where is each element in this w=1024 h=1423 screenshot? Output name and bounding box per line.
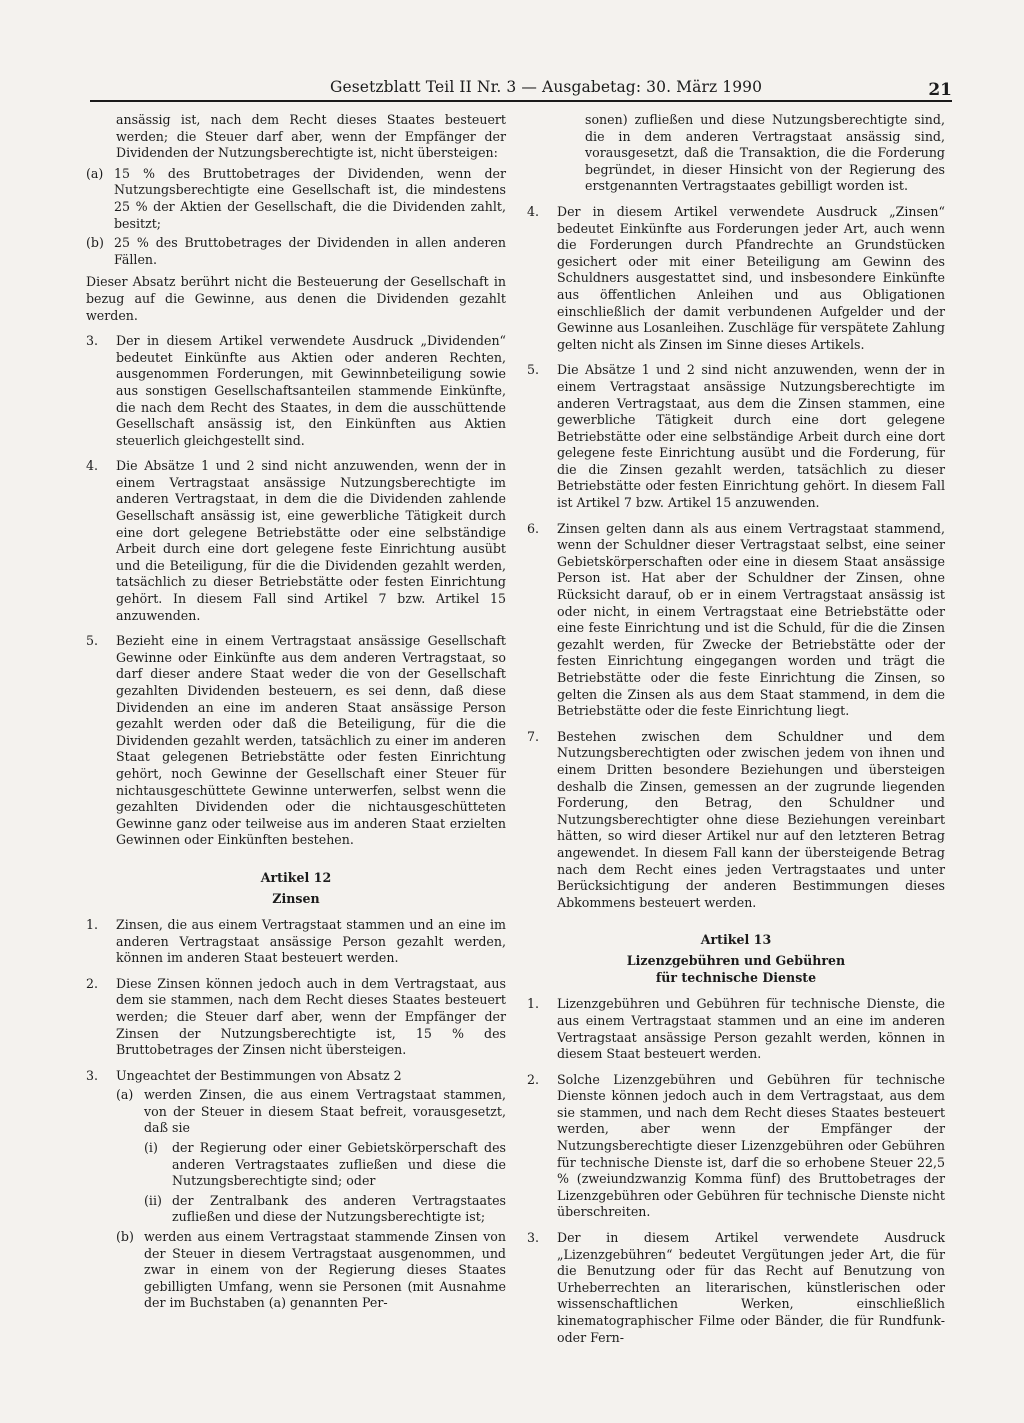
- clause-a-label: (a): [86, 165, 104, 181]
- paragraph-3-number: 3.: [86, 333, 99, 349]
- paragraph-3: [86, 333, 506, 449]
- paragraph-4: [86, 458, 506, 624]
- header-rule: [90, 100, 952, 102]
- continuation-paragraph: sonen) zufließen und diese Nutzungsberechtigte sind, die in dem anderen Vertragstaat ansässig sind, vorausgesetzt, daß die Transaktion, die die Forderung begründet, in dieser Hinsicht von der Regierung des erstgenannten Vertragstaates gebilligt worden ist.: [585, 112, 945, 194]
- zinsen-3a-label: (a): [116, 1087, 134, 1103]
- clause-a-text: 15 % des Bruttobetrages der Dividenden, wenn der Nutzungsberechtigte eine Gesellschaft ist, die mindestens 25 % der Aktien der Gesellschaft, die die Dividenden zahlt, besitzt;: [114, 165, 506, 231]
- lizenz-paragraph-3-text: Der in diesem Artikel verwendete Ausdruck „Lizenzgebühren“ bedeutet Vergütungen jeder Art, die für die Benutzung oder für das Recht auf Benutzung von Urheberrechten an literarischen, künstlerischen oder wissenschaftlichen Werken, einschließlich kinematographischer Filme oder Bänder, die für Rundfunk- oder Fern-: [557, 1230, 945, 1345]
- lizenz-paragraph-1: [527, 996, 945, 1062]
- zinsen-paragraph-5-number: 5.: [527, 362, 540, 378]
- zinsen-paragraph-4-text: Der in diesem Artikel verwendete Ausdruck „Zinsen“ bedeutet Einkünfte aus Forderungen jeder Art, auch wenn die Forderungen durch Pfandrechte an Grundstücken gesichert oder mit einer Beteiligung am Gewinn des Schuldners ausgestattet sind, und insbesondere Einkünfte aus öffentlichen Anleihen und aus Obligationen einschließlich der damit verbundenen Aufgelder und der Gewinne aus Losanleihen. Zuschläge für verspätete Zahlung gelten nicht als Zinsen im Sinne dieses Artikels.: [557, 203, 945, 352]
- paragraph-3-text: Der in diesem Artikel verwendete Ausdruck „Dividenden“ bedeutet Einkünfte aus Aktien oder anderen Rechten, ausgenommen Forderungen, mit Gewinnbeteiligung sowie aus sonstigen Gesellschaftsanteilen stammende Einkünfte, die nach dem Recht des Staates, in dem die ausschüttende Gesellschaft ansässig ist, den Einkünften aus Aktien steuerlich gleichgestellt sind.: [116, 333, 506, 448]
- zinsen-paragraph-1: [86, 917, 506, 967]
- paragraph-4-number: 4.: [86, 458, 99, 474]
- lizenz-paragraph-2-text: Solche Lizenzgebühren und Gebühren für technische Dienste können jedoch auch in dem Vertragstaat, aus dem sie stammen, und nach dem Recht dieses Staates besteuert werden, aber wenn der Empfänger der Nutzungsberechtigte dieser Lizenzgebühren oder Gebühren für technische Dienste ist, darf die so erhobene Steuer 22,5 % (zweiundzwanzig Komma fünf) des Bruttobetrages der Lizenzgebühren oder Gebühren für technische Dienste nicht überschreiten.: [557, 1071, 945, 1220]
- zinsen-3a-ii-label: (ii): [144, 1192, 162, 1208]
- zinsen-paragraph-3-number: 3.: [86, 1067, 99, 1083]
- article-13-subtitle-line-2: für technische Dienste: [655, 970, 817, 986]
- header-title: Gesetzblatt Teil II Nr. 3 — Ausgabetag: 30. März 1990: [330, 78, 763, 96]
- clause-b-label: (b): [86, 235, 104, 251]
- lizenz-paragraph-2: [527, 1072, 945, 1221]
- intro-paragraph: ansässig ist, nach dem Recht dieses Staates besteuert werden; die Steuer darf aber, wenn der Empfänger der Dividenden der Nutzungsberechtigte ist, nicht übersteigen:: [116, 112, 506, 161]
- zinsen-paragraph-1-text: Zinsen, die aus einem Vertragstaat stammen und an eine im anderen Vertragstaat ansässige Person gezahlt werden, können im anderen Staat besteuert werden.: [116, 916, 506, 966]
- page-number: 21: [928, 80, 952, 100]
- zinsen-paragraph-3: [86, 1068, 506, 1312]
- zinsen-paragraph-6: [527, 521, 945, 720]
- paragraph-4-text: Die Absätze 1 und 2 sind nicht anzuwenden, wenn der in einem Vertragstaat ansässige Nutzungsberechtigte im anderen Vertragstaat, in dem die die Dividenden zahlende Gesellschaft ansässig ist, eine gewerbliche Tätigkeit durch eine dort gelegene Betriebstätte oder eine selbständige Arbeit durch eine dort gelegene feste Einrichtung ausübt und die Beteiligung, für die die Dividenden gezahlt werden, tatsächlich zu dieser Betriebstätte oder festen Einrichtung gehört. In diesem Fall sind Artikel 7 bzw. Artikel 15 anzuwenden.: [116, 458, 506, 623]
- zinsen-3a: [116, 1087, 506, 1226]
- zinsen-paragraph-2-number: 2.: [86, 975, 99, 991]
- zinsen-3a-ii-text: der Zentralbank des anderen Vertragstaates zufließen und diese der Nutzungsberechtigte ist;: [172, 1192, 506, 1225]
- zinsen-3b-text: werden aus einem Vertragstaat stammende Zinsen von der Steuer in diesem Vertragstaat ausgenommen, und zwar in einem von der Regierung dieses Staates gebilligten Umfang, wenn sie Personen (mit Ausnahme der im Buchstaben (a) genannten Per-: [144, 1229, 506, 1311]
- article-13-title: Artikel 13: [700, 932, 772, 948]
- zinsen-paragraph-1-number: 1.: [86, 916, 99, 932]
- zinsen-paragraph-4: [527, 204, 945, 353]
- zinsen-paragraph-7: [527, 729, 945, 912]
- right-column: [527, 112, 945, 1346]
- paragraph-5-text: Bezieht eine in einem Vertragstaat ansässige Gesellschaft Gewinne oder Einkünfte aus dem anderen Vertragstaat, so darf dieser andere Staat weder die von der Gesellschaft gezahlten Dividenden besteuern, es sei denn, daß diese Dividenden an eine im anderen Staat ansässige Person gezahlt werden oder daß die Beteiligung, für die die Dividenden gezahlt werden, tatsächlich zu einer im anderen Staat gelegenen Betriebstätte oder festen Einrichtung gehört, noch Gewinne der Gesellschaft einer Steuer für nichtausgeschüttete Gewinne unterwerfen, selbst wenn die gezahlten Dividenden oder die nichtausgeschütteten Gewinne ganz oder teilweise aus im anderen Staat erzielten Gewinnen oder Einkünften bestehen.: [116, 633, 506, 848]
- zinsen-3a-i-label: (i): [144, 1140, 158, 1156]
- zinsen-paragraph-2-text: Diese Zinsen können jedoch auch in dem Vertragstaat, aus dem sie stammen, nach dem Recht dieses Staates besteuert werden; die Steuer darf aber, wenn der Empfänger der Zinsen der Nutzungsberechtigte ist, 15 % des Bruttobetrages der Zinsen nicht übersteigen.: [116, 975, 506, 1058]
- absatz-note: Dieser Absatz berührt nicht die Besteuerung der Gesellschaft in bezug auf die Gewinne, aus denen die Dividenden gezahlt werden.: [86, 274, 506, 323]
- paragraph-5: [86, 633, 506, 849]
- zinsen-3b: [116, 1229, 506, 1312]
- clause-a: [86, 166, 506, 232]
- zinsen-paragraph-5-text: Die Absätze 1 und 2 sind nicht anzuwenden, wenn der in einem Vertragstaat ansässige Nutzungsberechtigte im anderen Vertragstaat, aus dem die Zinsen stammen, eine gewerbliche Tätigkeit durch eine dort gelegene Betriebstätte oder eine selbständige Arbeit durch eine dort gelegene feste Einrichtung ausübt und die Forderung, für die die Zinsen gezahlt werden, tatsächlich zu dieser Betriebstätte oder festen Einrichtung gehört. In diesem Fall ist Artikel 7 bzw. Artikel 15 anzuwenden.: [557, 362, 945, 511]
- article-12-title: Artikel 12: [260, 869, 332, 885]
- lizenz-paragraph-1-text: Lizenzgebühren und Gebühren für technische Dienste, die aus einem Vertragstaat stammen und an eine im anderen Vertragstaat ansässige Person gezahlt werden, können in diesem Staat besteuert werden.: [557, 996, 945, 1062]
- clause-b-text: 25 % des Bruttobetrages der Dividenden in allen anderen Fällen.: [114, 235, 506, 267]
- zinsen-paragraph-7-number: 7.: [527, 728, 540, 744]
- page-header: [90, 78, 952, 100]
- zinsen-3b-label: (b): [116, 1229, 134, 1245]
- lizenz-paragraph-3-number: 3.: [527, 1230, 540, 1246]
- zinsen-paragraph-4-number: 4.: [527, 203, 540, 219]
- zinsen-paragraph-3-text: Ungeachtet der Bestimmungen von Absatz 2: [116, 1067, 402, 1083]
- zinsen-3a-i: [144, 1140, 506, 1190]
- zinsen-paragraph-5: [527, 362, 945, 511]
- zinsen-paragraph-6-number: 6.: [527, 520, 540, 536]
- zinsen-paragraph-7-text: Bestehen zwischen dem Schuldner und dem Nutzungsberechtigten oder zwischen jedem von ihnen und einem Dritten besondere Beziehungen und übersteigen deshalb die Zinsen, gemessen an der zugrunde liegenden Forderung, den Betrag, den Schuldner und Nutzungsberechtigter ohne diese Beziehungen vereinbart hätten, so wird dieser Artikel nur auf den letzteren Betrag angewendet. In diesem Fall kann der übersteigende Betrag nach dem Recht eines jeden Vertragstaates und unter Berücksichtigung der anderen Bestimmungen dieses Abkommens besteuert werden.: [557, 728, 945, 910]
- lizenz-paragraph-2-number: 2.: [527, 1071, 540, 1087]
- paragraph-5-number: 5.: [86, 633, 99, 649]
- article-12-subtitle: Zinsen: [272, 890, 320, 906]
- lizenz-paragraph-1-number: 1.: [527, 996, 540, 1012]
- clause-b: [86, 235, 506, 268]
- zinsen-paragraph-6-text: Zinsen gelten dann als aus einem Vertragstaat stammend, wenn der Schuldner dieser Vertragstaat selbst, eine seiner Gebietskörperschaften oder eine in diesem Staat ansässige Person ist. Hat aber der Schuldner der Zinsen, ohne Rücksicht darauf, ob er in einem Vertragstaat ansässig ist oder nicht, in einem Vertragstaat eine Betriebstätte oder eine feste Einrichtung und ist die Schuld, für die die Zinsen gezahlt werden, für Zwecke der Betriebstätte oder der festen Einrichtung eingegangen worden und trägt die Betriebstätte oder die feste Einrichtung die Zinsen, so gelten die Zinsen als aus dem Staat stammend, in dem die Betriebstätte oder die feste Einrichtung liegt.: [557, 520, 945, 719]
- zinsen-paragraph-2: [86, 976, 506, 1059]
- lizenz-paragraph-3: [527, 1230, 945, 1346]
- zinsen-3a-i-text: der Regierung oder einer Gebietskörperschaft des anderen Vertragstaates zufließen und diese die Nutzungsberechtigte sind; oder: [172, 1140, 506, 1189]
- zinsen-3a-ii: [144, 1193, 506, 1226]
- left-column: [86, 112, 506, 1312]
- zinsen-3a-text: werden Zinsen, die aus einem Vertragstaat stammen, von der Steuer in diesem Staat befreit, vorausgesetzt, daß sie: [144, 1087, 506, 1136]
- article-13-subtitle-line-1: Lizenzgebühren und Gebühren: [626, 953, 846, 969]
